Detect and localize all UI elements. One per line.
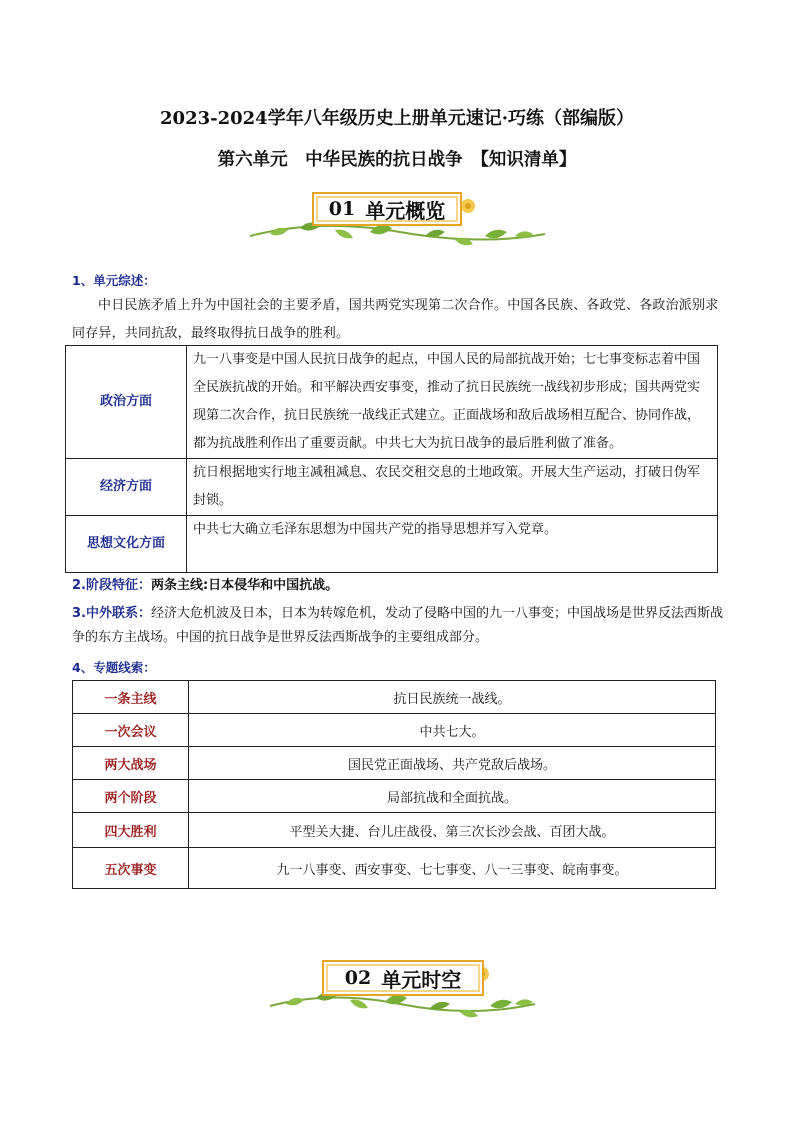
table-row [73,848,716,889]
section-badge-overview [240,184,560,254]
clue-value: 抗日民族统一战线。 [189,681,716,714]
clue-value: 中共七大。 [189,714,716,747]
table-row [73,813,716,848]
table-row [66,459,718,516]
clue-key: 两大战场 [73,747,189,780]
badge-label: 单元概览 [365,198,446,223]
table-row [73,747,716,780]
document-subtitle: 第六单元 中华民族的抗日战争 【知识清单】 [217,150,577,170]
clue-table [72,680,716,889]
section-heading-summary: 1、单元综述： [72,273,156,288]
table-row [66,346,718,459]
table-row [66,516,718,573]
section-badge-timespace [250,954,550,1026]
table-row [73,681,716,714]
row-head: 政治方面 [66,346,187,459]
section-heading-clues: 4、专题线索： [72,660,156,675]
row-head: 思想文化方面 [66,516,187,573]
overview-table [65,345,718,573]
clue-key: 一次会议 [73,714,189,747]
summary-paragraph: 中日民族矛盾上升为中国社会的主要矛盾，国共两党实现第二次合作。中国各民族、各政党、各政治派别求同存异，共同抗敌，最终取得抗日战争的胜利。 [72,298,719,341]
clue-value: 国民党正面战场、共产党敌后战场。 [189,747,716,780]
row-head: 经济方面 [66,459,187,516]
clue-key: 一条主线 [73,681,189,714]
badge-number: 01 [328,198,356,220]
stage-features-label: 2.阶段特征： [72,578,151,593]
table-row [73,780,716,813]
row-body: 抗日根据地实行地主减租减息、农民交租交息的土地政策。开展大生产运动，打破日伪军封锁。 [187,459,718,516]
clue-key: 四大胜利 [73,813,189,848]
foreign-connections-label: 3.中外联系： [72,606,151,621]
row-body: 中共七大确立毛泽东思想为中国共产党的指导思想并写入党章。 [187,516,718,573]
badge-label: 单元时空 [381,967,462,992]
clue-value: 局部抗战和全面抗战。 [189,780,716,813]
table-row [73,714,716,747]
foreign-connections [72,602,724,650]
row-body: 九一八事变是中国人民抗日战争的起点，中国人民的局部抗战开始；七七事变标志着中国全民族抗战的开始。和平解决西安事变，推动了抗日民族统一战线初步形成；国共两党实现第二次合作，抗日民族统一战线正式建立。正面战场和敌后战场相互配合、协同作战，都为抗战胜利作出了重要贡献。中共七大为抗日战争的最后胜利做了准备。 [187,346,718,459]
document-title: 2023-2024学年八年级历史上册单元速记·巧练（部编版） [160,108,634,129]
clue-key: 五次事变 [73,848,189,889]
stage-features [72,574,724,598]
clue-value: 九一八事变、西安事变、七七事变、八一三事变、皖南事变。 [189,848,716,889]
badge-number: 02 [344,967,372,989]
stage-features-text: 两条主线:日本侵华和中国抗战。 [150,578,339,593]
clue-value: 平型关大捷、台儿庄战役、第三次长沙会战、百团大战。 [189,813,716,848]
foreign-connections-text: 经济大危机波及日本，日本为转嫁危机，发动了侵略中国的九一八事变；中国战场是世界反法西斯战争的东方主战场。中国的抗日战争是世界反法西斯战争的主要组成部分。 [72,606,723,645]
clue-key: 两个阶段 [73,780,189,813]
